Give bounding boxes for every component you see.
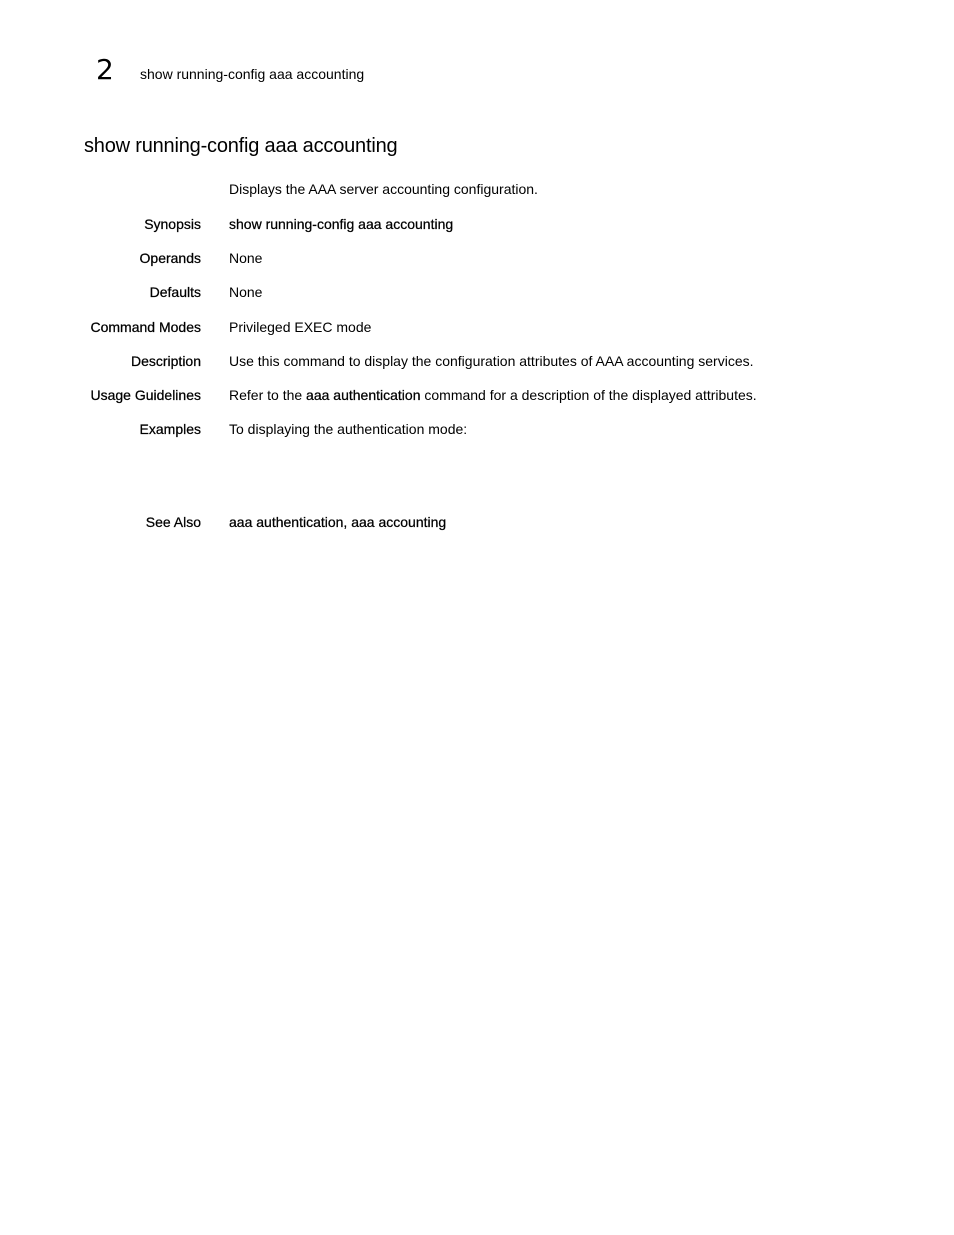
- defaults-row: [0, 283, 954, 303]
- description-label: Description: [130, 353, 201, 369]
- see-also-value[interactable]: aaa authentication, aaa accounting: [229, 514, 447, 530]
- defaults-value: None: [229, 284, 263, 300]
- usage-guidelines-suffix: command for a description of the displayed attributes.: [420, 387, 757, 403]
- usage-guidelines-row: [0, 386, 954, 406]
- operands-value: None: [229, 250, 263, 266]
- command-modes-label: Command Modes: [90, 319, 201, 335]
- description-value: Use this command to display the configuration attributes of AAA accounting services.: [229, 353, 754, 369]
- examples-label: Examples: [139, 421, 201, 437]
- examples-row: [0, 420, 954, 440]
- synopsis-row: [0, 215, 954, 235]
- usage-guidelines-value: [229, 386, 757, 404]
- defaults-label: Defaults: [149, 284, 201, 300]
- usage-guidelines-prefix: Refer to the: [229, 387, 307, 403]
- usage-guidelines-command: aaa authentication: [306, 387, 421, 403]
- operands-label: Operands: [139, 250, 201, 266]
- running-header: show running-config aaa accounting: [140, 66, 365, 82]
- examples-value: To displaying the authentication mode:: [229, 421, 468, 437]
- description-row: [0, 352, 954, 372]
- command-modes-row: [0, 318, 954, 338]
- see-also-label: See Also: [145, 514, 201, 530]
- synopsis-value: show running-config aaa accounting: [229, 216, 454, 232]
- page-title: show running-config aaa accounting: [84, 135, 398, 157]
- command-summary: Displays the AAA server accounting configuration.: [229, 181, 538, 197]
- chapter-number: 2: [96, 53, 114, 86]
- synopsis-label: Synopsis: [144, 216, 201, 232]
- operands-row: [0, 249, 954, 269]
- command-modes-value: Privileged EXEC mode: [229, 319, 372, 335]
- usage-guidelines-label: Usage Guidelines: [90, 387, 201, 403]
- see-also-row: [0, 513, 954, 533]
